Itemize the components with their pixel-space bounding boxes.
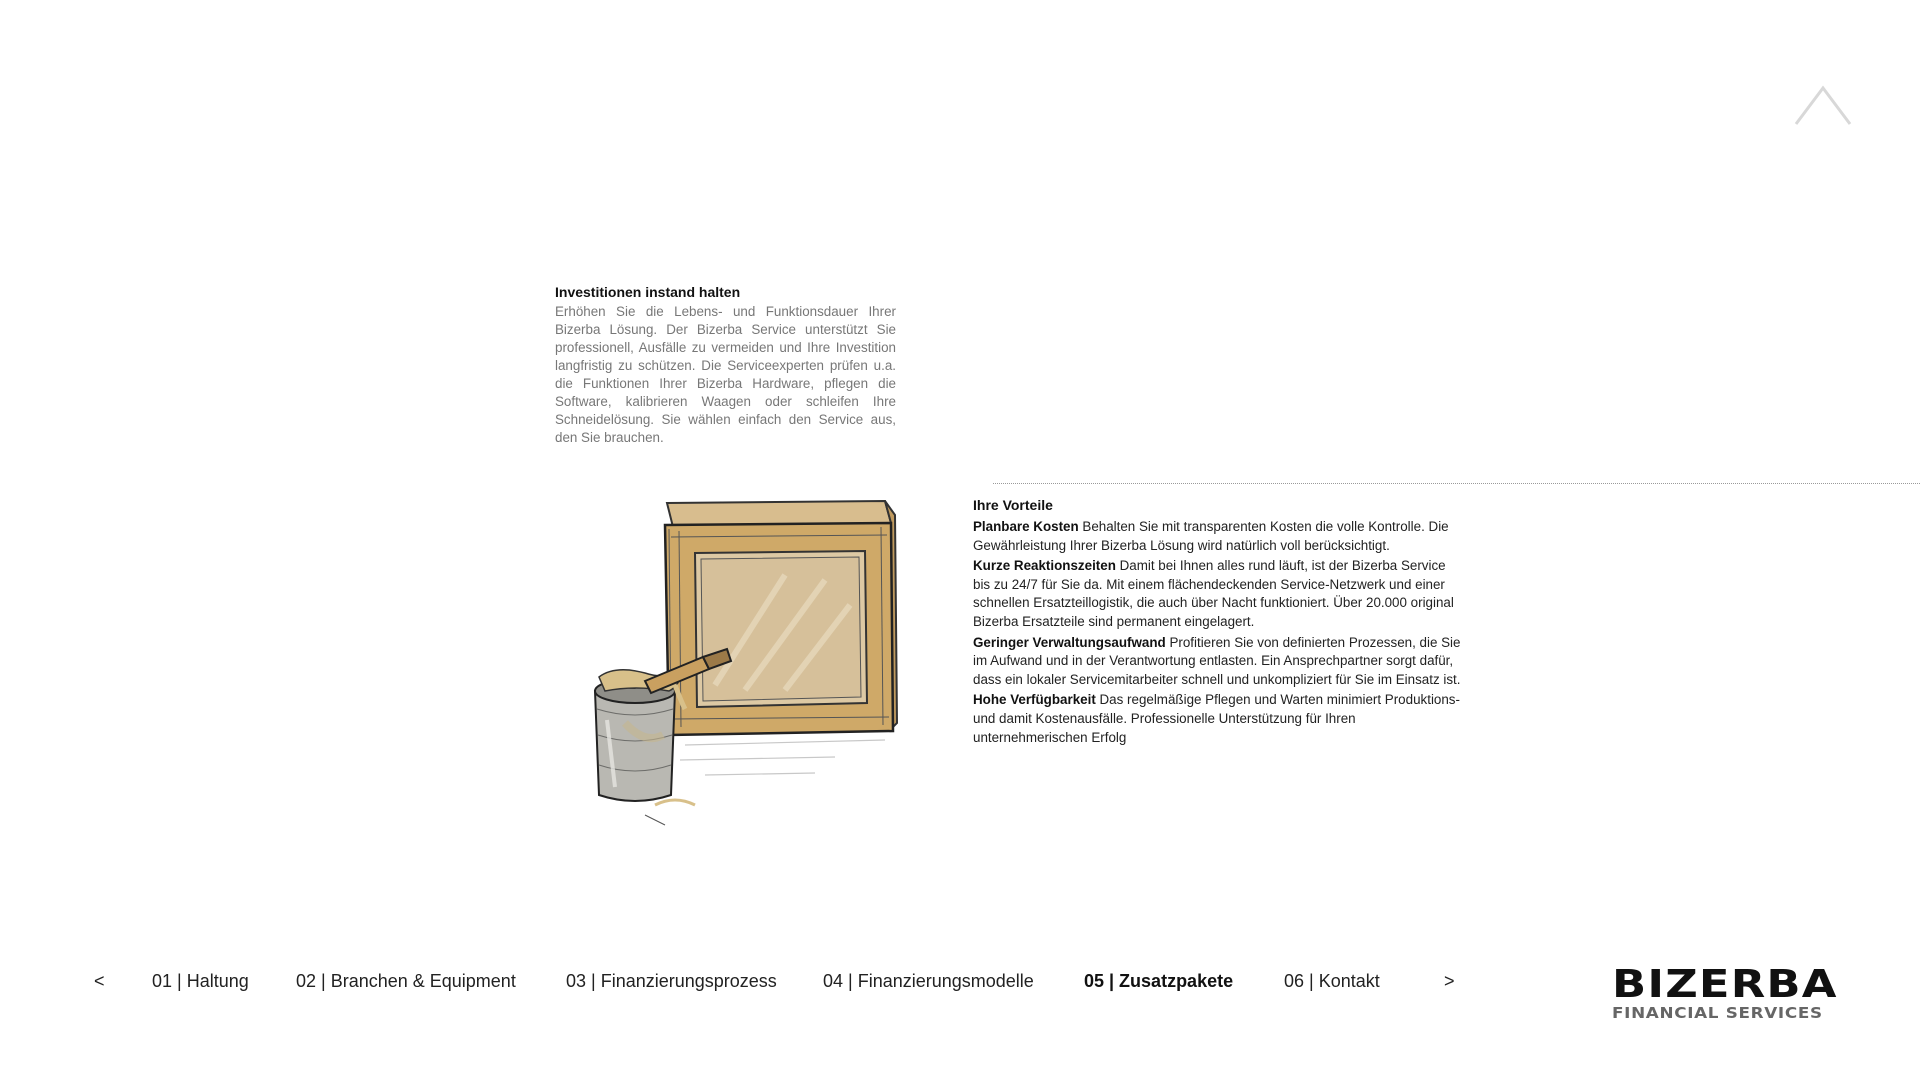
nav-item-zusatzpakete[interactable]: 05 | Zusatzpakete	[1084, 971, 1234, 991]
benefit-text: Profitieren Sie von definierten Prozessen, die Sie im Aufwand und in der Verantwortung entlasten. Ein Ansprechpartner sorgt dafür, dass ein lokaler Servicemitarbeiter schnell und unkompliziert für Sie im Einsatz ist.	[973, 634, 1461, 687]
nav-item-finanzierungsmodelle[interactable]: 04 | Finanzierungsmodelle	[823, 971, 1034, 991]
crate-and-paint-can-illustration	[585, 495, 905, 830]
benefit-label: Planbare Kosten	[973, 519, 1079, 534]
dotted-divider	[993, 483, 1920, 484]
benefit-text: Damit bei Ihnen alles rund läuft, ist der Bizerba Service bis zu 24/7 für Sie da. Mit einem flächendeckenden Service-Netzwerk und einer schnellen Ersatzteillogistik, die auch über Nacht funktioniert. Über 20.000 original Bizerba Ersatzteile sind permanent eingelagert.	[973, 558, 1454, 629]
logo-brand: BIZERBA	[1612, 962, 1838, 1006]
benefit-label: Hohe Verfügbarkeit	[973, 692, 1096, 708]
benefit-text: Das regelmäßige Pflegen und Warten minimiert Produktions- und damit Kostenausfälle. Professionelle Unterstützung für Ihren unternehmerischen Erfolg	[973, 692, 1460, 745]
benefit-item	[973, 634, 1463, 690]
nav-item-branchen-equipment[interactable]: 02 | Branchen & Equipment	[296, 971, 516, 991]
nav-item-kontakt[interactable]: 06 | Kontakt	[1284, 971, 1380, 991]
nav-item-finanzierungsprozess[interactable]: 03 | Finanzierungsprozess	[566, 971, 777, 991]
benefit-label: Kurze Reaktionszeiten	[973, 558, 1116, 574]
benefits-title: Ihre Vorteile	[973, 497, 1053, 513]
nav-next-button[interactable]: >	[1444, 971, 1455, 991]
benefits-section	[973, 496, 1463, 749]
benefit-item	[973, 557, 1463, 631]
investment-text: Erhöhen Sie die Lebens- und Funktionsdauer Ihrer Bizerba Lösung. Der Bizerba Service unterstützt Sie professionell, Ausfälle zu vermeiden und Ihre Investition langfristig zu schützen. Die Serviceexperten prüfen u.a. die Funktionen Ihrer Bizerba Hardware, pflegen die Software, kalibrieren Waagen oder schleifen Ihre Schneidelösung. Sie wählen einfach den Service aus, den Sie brauchen.	[555, 304, 896, 445]
chevron-up-icon	[1794, 84, 1852, 126]
scroll-top-button[interactable]	[1794, 84, 1852, 126]
logo-subtitle: FINANCIAL SERVICES	[1612, 1004, 1823, 1022]
benefit-text: Behalten Sie mit transparenten Kosten die volle Kontrolle. Die Gewährleistung Ihrer Bizerba Lösung wird natürlich voll berücksichtigt.	[973, 519, 1449, 553]
nav-item-haltung[interactable]: 01 | Haltung	[152, 971, 249, 991]
chapter-navigation	[0, 968, 1500, 994]
investment-section	[555, 283, 896, 447]
bizerba-logo[interactable]	[1612, 962, 1857, 1022]
benefit-item	[973, 518, 1463, 555]
benefit-item	[973, 691, 1463, 747]
nav-prev-button[interactable]: <	[94, 971, 105, 991]
investment-title: Investitionen instand halten	[555, 284, 741, 300]
benefit-label: Geringer Verwaltungsaufwand	[973, 634, 1166, 650]
